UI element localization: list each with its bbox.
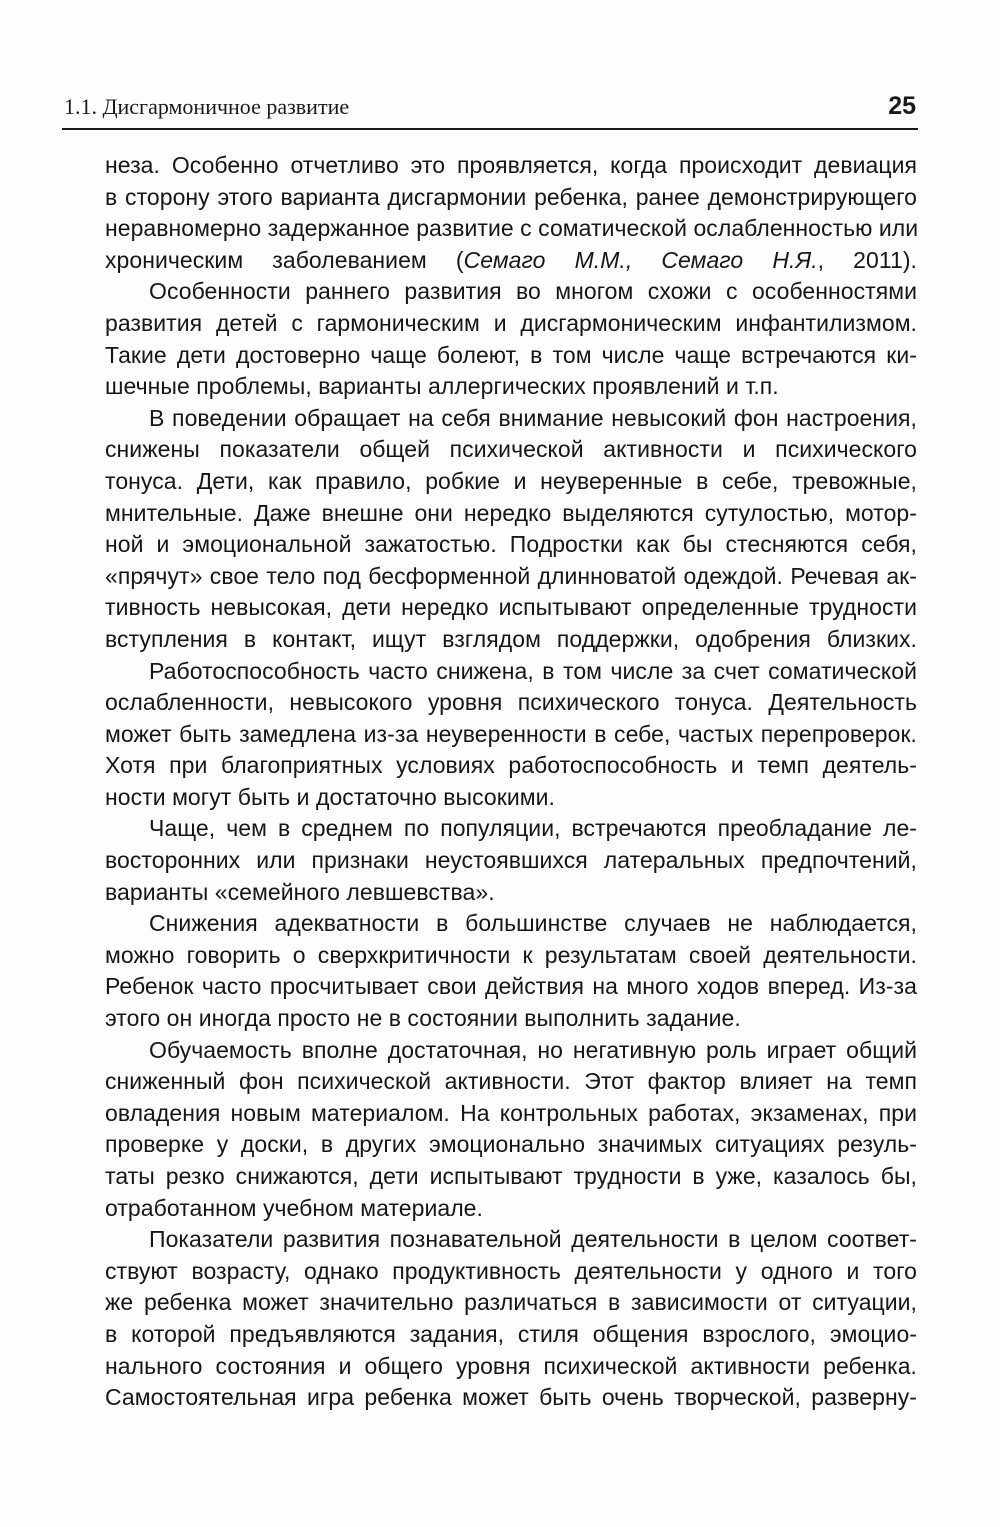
text-line: отработанном учебном материале. — [105, 1194, 483, 1221]
text-line: Чаще, чем в среднем по популяции, встречаются преобладание ле- — [149, 815, 917, 842]
page-number: 25 — [888, 92, 916, 120]
text-line: этого он иногда просто не в состоянии выполнить задание. — [105, 1005, 741, 1032]
text-line: тивность невысокая, дети нередко испытывают определенные трудности — [105, 594, 917, 621]
text-line: сниженный фон психической активности. Этот фактор влияет на темп — [105, 1068, 917, 1095]
text-line: развития детей с гармоническим и дисгармоническим инфантилизмом. — [105, 309, 917, 336]
text-line: Особенности раннего развития во многом схожи с особенностями — [149, 278, 917, 305]
text-line: ослабленности, невысокого уровня психического тонуса. Деятельность — [105, 689, 917, 716]
text-line: неравномерно задержанное развитие с соматической ослабленностью или — [105, 215, 919, 242]
paragraph-5 — [105, 813, 917, 908]
text-line: Работоспособность часто снижена, в том числе за счет соматической — [149, 657, 917, 684]
text-line: ной и эмоциональной зажатостью. Подростки как бы стесняются себя, — [105, 531, 917, 558]
text-line: «прячут» свое тело под бесформенной длинноватой одеждой. Речевая ак- — [105, 562, 917, 589]
text-line: Самостоятельная игра ребенка может быть очень творческой, разверну- — [105, 1384, 917, 1411]
text-line: В поведении обращает на себя внимание невысокий фон настроения, — [149, 404, 917, 431]
text-line: Такие дети достоверно чаще болеют, в том числе чаще встречаются ки- — [105, 341, 917, 368]
text-line: вступления в контакт, ищут взглядом поддержки, одобрения близких. — [105, 625, 917, 652]
text-fragment: , 2011). — [817, 246, 917, 273]
text-line: в сторону этого варианта дисгармонии ребенка, ранее демонстрирующего — [105, 183, 917, 210]
text-line: снижены показатели общей психической активности и психического — [105, 436, 917, 463]
text-line: Снижения адекватности в большинстве случаев не наблюдается, — [149, 910, 917, 937]
text-line: Хотя при благоприятных условиях работоспособность и темп деятель- — [105, 752, 917, 779]
text-line: неза. Особенно отчетливо это проявляется, когда происходит девиация — [105, 152, 917, 178]
text-line: таты резко снижаются, дети испытывают трудности в уже, казалось бы, — [105, 1163, 917, 1189]
text-line: нального состояния и общего уровня психической активности ребенка. — [105, 1352, 917, 1379]
text-line: может быть замедлена из-за неуверенности в себе, частых перепроверок. — [105, 720, 917, 747]
paragraph-7 — [105, 1035, 917, 1225]
text-line: овладения новым материалом. На контрольных работах, экзаменах, при — [105, 1099, 917, 1126]
text-line: Показатели развития познавательной деятельности в целом соответ- — [149, 1226, 917, 1253]
text-line: Ребенок часто просчитывает свои действия на много ходов вперед. Из-за — [105, 973, 917, 1000]
citation-authors: Семаго М.М., Семаго Н.Я. — [463, 246, 818, 273]
text-line: можно говорить о сверхкритичности к результатам своей деятельности. — [105, 941, 917, 968]
text-line: ствуют возрасту, однако продуктивность деятельности у одного и того — [105, 1257, 917, 1284]
section-title: 1.1. Дисгармоничное развитие — [64, 94, 350, 119]
paragraph-8 — [105, 1224, 917, 1414]
text-line: ности могут быть и достаточно высокими. — [105, 783, 555, 810]
body-text — [105, 150, 917, 1414]
paragraph-1 — [105, 150, 917, 276]
text-line-with-citation — [105, 245, 917, 277]
paragraph-3 — [105, 403, 917, 656]
paragraph-2 — [105, 276, 917, 402]
text-line: же ребенка может значительно различаться в зависимости от ситуации, — [105, 1289, 917, 1316]
paragraph-4 — [105, 656, 917, 814]
text-line: восторонних или признаки неустоявшихся латеральных предпочтений, — [105, 847, 917, 874]
text-line: Обучаемость вполне достаточная, но негативную роль играет общий — [149, 1036, 917, 1063]
text-line: шечные проблемы, варианты аллергических проявлений и т.п. — [105, 373, 779, 400]
text-line: проверке у доски, в других эмоционально значимых ситуациях резуль- — [105, 1131, 917, 1158]
text-line: в которой предъявляются задания, стиля общения взрослого, эмоцио- — [105, 1320, 917, 1347]
text-line: мнительные. Даже внешне они нередко выделяются сутулостью, мотор- — [105, 499, 917, 526]
running-header — [62, 92, 918, 130]
paragraph-6 — [105, 908, 917, 1034]
text-line: тонуса. Дети, как правило, робкие и неуверенные в себе, тревожные, — [105, 467, 917, 494]
text-fragment: хроническим заболеванием ( — [105, 246, 464, 273]
text-line: варианты «семейного левшевства». — [105, 878, 495, 905]
